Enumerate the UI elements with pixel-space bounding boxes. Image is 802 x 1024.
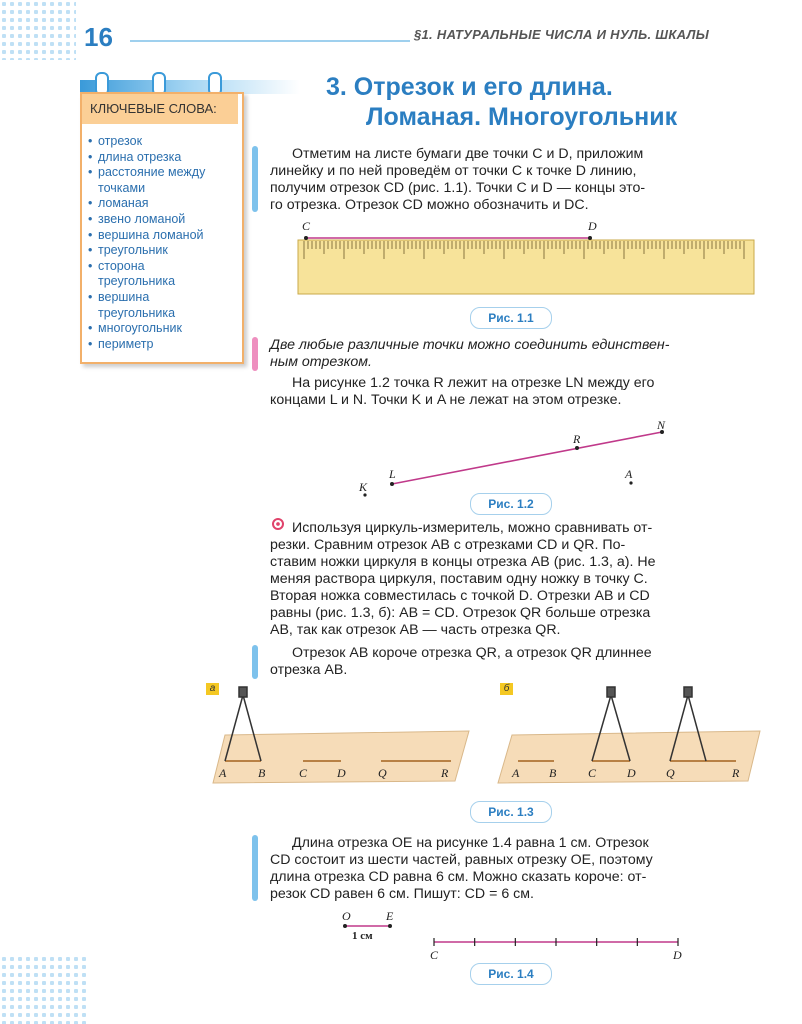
- rule-text: [270, 337, 756, 371]
- subfigure-tag-a: а: [206, 683, 219, 695]
- text-line: го отрезка. Отрезок CD можно обозначить и DC.: [270, 197, 589, 213]
- label-point-e: E: [386, 909, 394, 923]
- label-point-k: K: [359, 480, 368, 494]
- label-d: D: [627, 766, 636, 780]
- text-line: На рисунке 1.2 точка R лежит на отрезке LN между его: [292, 375, 655, 391]
- keyword-item: • периметр: [88, 337, 228, 353]
- text-line: отрезка AB.: [270, 662, 348, 678]
- corner-dots-top: [0, 0, 76, 60]
- label-point-r: R: [573, 432, 581, 446]
- label-point-c: C: [430, 948, 439, 962]
- segment-ln: [392, 432, 662, 484]
- text-line: концами L и N. Точки K и A не лежат на этом отрезке.: [270, 392, 622, 408]
- segment-ln-figure: [350, 420, 680, 500]
- label-q: Q: [666, 766, 675, 780]
- figure-caption: Рис. 1.3: [470, 801, 552, 823]
- section-header: §1. НАТУРАЛЬНЫЕ ЧИСЛА И НУЛЬ. ШКАЛЫ: [414, 27, 710, 42]
- keyword-item: • многоугольник: [88, 321, 228, 337]
- text-line: ным отрезком.: [270, 354, 372, 370]
- page-number: 16: [84, 22, 113, 52]
- text-line: ставим ножки циркуля в концы отрезка AB (рис. 1.3, а). Не: [270, 554, 656, 570]
- text-line: резок CD равен 6 см. Пишут: CD = 6 см.: [270, 886, 534, 902]
- point-d: [588, 236, 592, 240]
- subfigure-tag-b: б: [500, 683, 513, 695]
- ruler-body: [298, 240, 754, 294]
- paragraph-marker: [252, 146, 258, 212]
- label-a: A: [512, 766, 520, 780]
- text-line: Отрезок AB короче отрезка QR, а отрезок QR длиннее: [292, 645, 652, 661]
- text-line: Длина отрезка OE на рисунке 1.4 равна 1 см. Отрезок: [292, 835, 649, 851]
- label-d: D: [337, 766, 346, 780]
- title-line-1: 3. Отрезок и его длина.: [326, 73, 613, 101]
- label-point-c: C: [302, 219, 311, 233]
- label-point-o: O: [342, 909, 351, 923]
- paragraph-length: [270, 835, 756, 903]
- figure-caption: Рис. 1.1: [470, 307, 552, 329]
- text-line: Отметим на листе бумаги две точки C и D, приложим: [292, 146, 644, 162]
- label-b: B: [258, 766, 266, 780]
- paragraph-marker: [252, 835, 258, 901]
- label-point-d: D: [673, 948, 682, 962]
- figure-caption: Рис. 1.4: [470, 963, 552, 985]
- point-l: [390, 482, 394, 486]
- text-line: Вторая ножка совместилась с точкой D. Отрезки AB и CD: [270, 588, 650, 604]
- text-line: получим отрезок CD (рис. 1.1). Точки C и D — концы это-: [270, 180, 646, 196]
- keywords-heading: КЛЮЧЕВЫЕ СЛОВА:: [82, 94, 238, 124]
- figure-caption: Рис. 1.2: [470, 493, 552, 515]
- paragraph-compass: [270, 520, 756, 639]
- paragraph-marker: [252, 645, 258, 679]
- header-divider: [130, 40, 410, 42]
- paragraph-shorter: [270, 645, 756, 679]
- text-line: равны (рис. 1.3, б): AB = CD. Отрезок QR больше отрезка: [270, 605, 651, 621]
- text-line: Используя циркуль-измеритель, можно сравнивать от-: [292, 520, 653, 536]
- section-title: [326, 72, 677, 132]
- keyword-item: • длина отрезка: [88, 150, 228, 166]
- label-point-n: N: [657, 418, 666, 432]
- keyword-item: • треугольник: [88, 243, 228, 259]
- keyword-item: • расстояние между точками: [88, 165, 228, 196]
- keyword-item: • вершина ломаной: [88, 228, 228, 244]
- text-line: Две любые различные точки можно соединить единствен-: [270, 337, 670, 353]
- segment-cd-figure: [428, 932, 688, 952]
- label-point-a: A: [625, 467, 633, 481]
- label-b: B: [549, 766, 557, 780]
- keyword-item: • вершина треугольника: [88, 290, 208, 321]
- paragraph-intro: [270, 146, 756, 214]
- text-line: резки. Сравним отрезок AB с отрезками CD и QR. По-: [270, 537, 626, 553]
- point-c: [304, 236, 308, 240]
- keywords-list: [88, 134, 228, 352]
- label-a: A: [219, 766, 227, 780]
- text-line: CD состоит из шести частей, равных отрезку OE, поэтому: [270, 852, 653, 868]
- keyword-item: • сторона треугольника: [88, 259, 208, 290]
- keyword-item: • ломаная: [88, 196, 228, 212]
- text-line: линейку и по ней проведём от точки C к точке D линию,: [270, 163, 637, 179]
- paragraph-between: [270, 375, 756, 409]
- label-point-l: L: [389, 467, 396, 481]
- keyword-item: • отрезок: [88, 134, 228, 150]
- text-line: меняя раствора циркуля, поставим одну ножку в точку C.: [270, 571, 648, 587]
- text-line: AB, так как отрезок AB — часть отрезка QR.: [270, 622, 561, 638]
- label-r: R: [732, 766, 740, 780]
- keyword-item: • звено ломаной: [88, 212, 228, 228]
- label-q: Q: [378, 766, 387, 780]
- label-point-d: D: [588, 219, 597, 233]
- unit-label: 1 см: [352, 930, 373, 942]
- text-line: длина отрезка CD равна 6 см. Можно сказать короче: от-: [270, 869, 647, 885]
- title-line-2: Ломаная. Многоугольник: [366, 103, 678, 131]
- ruler-figure: [296, 230, 758, 300]
- rule-marker: [252, 337, 258, 371]
- label-c: C: [588, 766, 597, 780]
- corner-dots-bottom: [0, 955, 90, 1024]
- label-r: R: [441, 766, 449, 780]
- label-c: C: [299, 766, 308, 780]
